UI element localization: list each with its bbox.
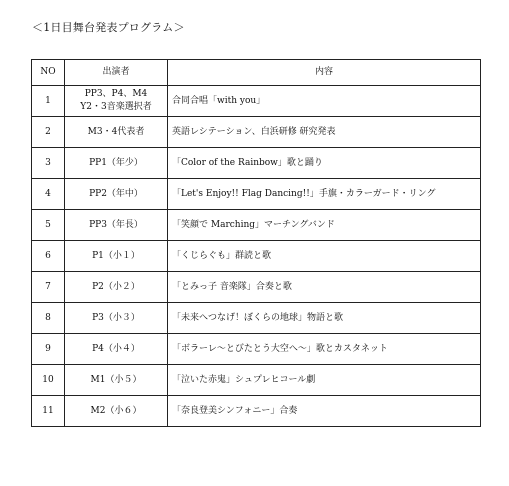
row-no: 4: [32, 179, 65, 210]
table-header-row: [32, 60, 481, 86]
table-row: [32, 272, 481, 303]
row-no: 6: [32, 241, 65, 272]
header-content: 内容: [168, 60, 481, 86]
row-content: 「とみっ子 音楽隊」合奏と歌: [168, 272, 481, 303]
row-performers: M2（小６）: [65, 396, 168, 427]
performer-line: Y2・3音楽選択者: [80, 102, 152, 112]
table-row: [32, 179, 481, 210]
table-row: [32, 148, 481, 179]
row-performers: P2（小２）: [65, 272, 168, 303]
table-row: [32, 210, 481, 241]
table-row: [32, 365, 481, 396]
row-content: 「Color of the Rainbow」歌と踊り: [168, 148, 481, 179]
program-table: [31, 59, 481, 427]
row-content: 「ボラーレ〜とびたとう大空へ〜」歌とカスタネット: [168, 334, 481, 365]
row-performers: PP1（年少）: [65, 148, 168, 179]
row-performers: PP2（年中）: [65, 179, 168, 210]
table-row: [32, 303, 481, 334]
row-performers: PP3（年長）: [65, 210, 168, 241]
row-performers: M1（小５）: [65, 365, 168, 396]
row-content: 「Let's Enjoy!! Flag Dancing!!」手旗・カラーガード・リング: [168, 179, 481, 210]
performer-line: PP3、P4、M4: [84, 89, 148, 99]
row-content: 「くじらぐも」群読と歌: [168, 241, 481, 272]
row-content: 「未来へつなげ！ぼくらの地球」物語と歌: [168, 303, 481, 334]
table-row: [32, 396, 481, 427]
row-no: 5: [32, 210, 65, 241]
page-title: ＜1日目舞台発表プログラム＞: [32, 21, 185, 34]
row-no: 10: [32, 365, 65, 396]
row-performers: M3・4代表者: [65, 117, 168, 148]
row-no: 9: [32, 334, 65, 365]
row-content: 英語レシテーション、白浜研修 研究発表: [168, 117, 481, 148]
row-performers: P3（小３）: [65, 303, 168, 334]
header-no: NO: [32, 60, 65, 86]
row-no: 1: [32, 86, 65, 117]
row-content: 「奈良登美シンフォニー」合奏: [168, 396, 481, 427]
row-no: 3: [32, 148, 65, 179]
row-content: 「笑顔で Marching」マーチングバンド: [168, 210, 481, 241]
row-no: 7: [32, 272, 65, 303]
row-no: 2: [32, 117, 65, 148]
table-row: [32, 334, 481, 365]
row-content: 合同合唱「with you」: [168, 86, 481, 117]
row-no: 8: [32, 303, 65, 334]
table-row: [32, 117, 481, 148]
table-row: [32, 86, 481, 117]
table-row: [32, 241, 481, 272]
row-performers: P4（小４）: [65, 334, 168, 365]
row-no: 11: [32, 396, 65, 427]
row-content: 「泣いた赤鬼」シュプレヒコール劇: [168, 365, 481, 396]
row-performers: P1（小１）: [65, 241, 168, 272]
header-performers: 出演者: [65, 60, 168, 86]
row-performers: [65, 86, 168, 117]
